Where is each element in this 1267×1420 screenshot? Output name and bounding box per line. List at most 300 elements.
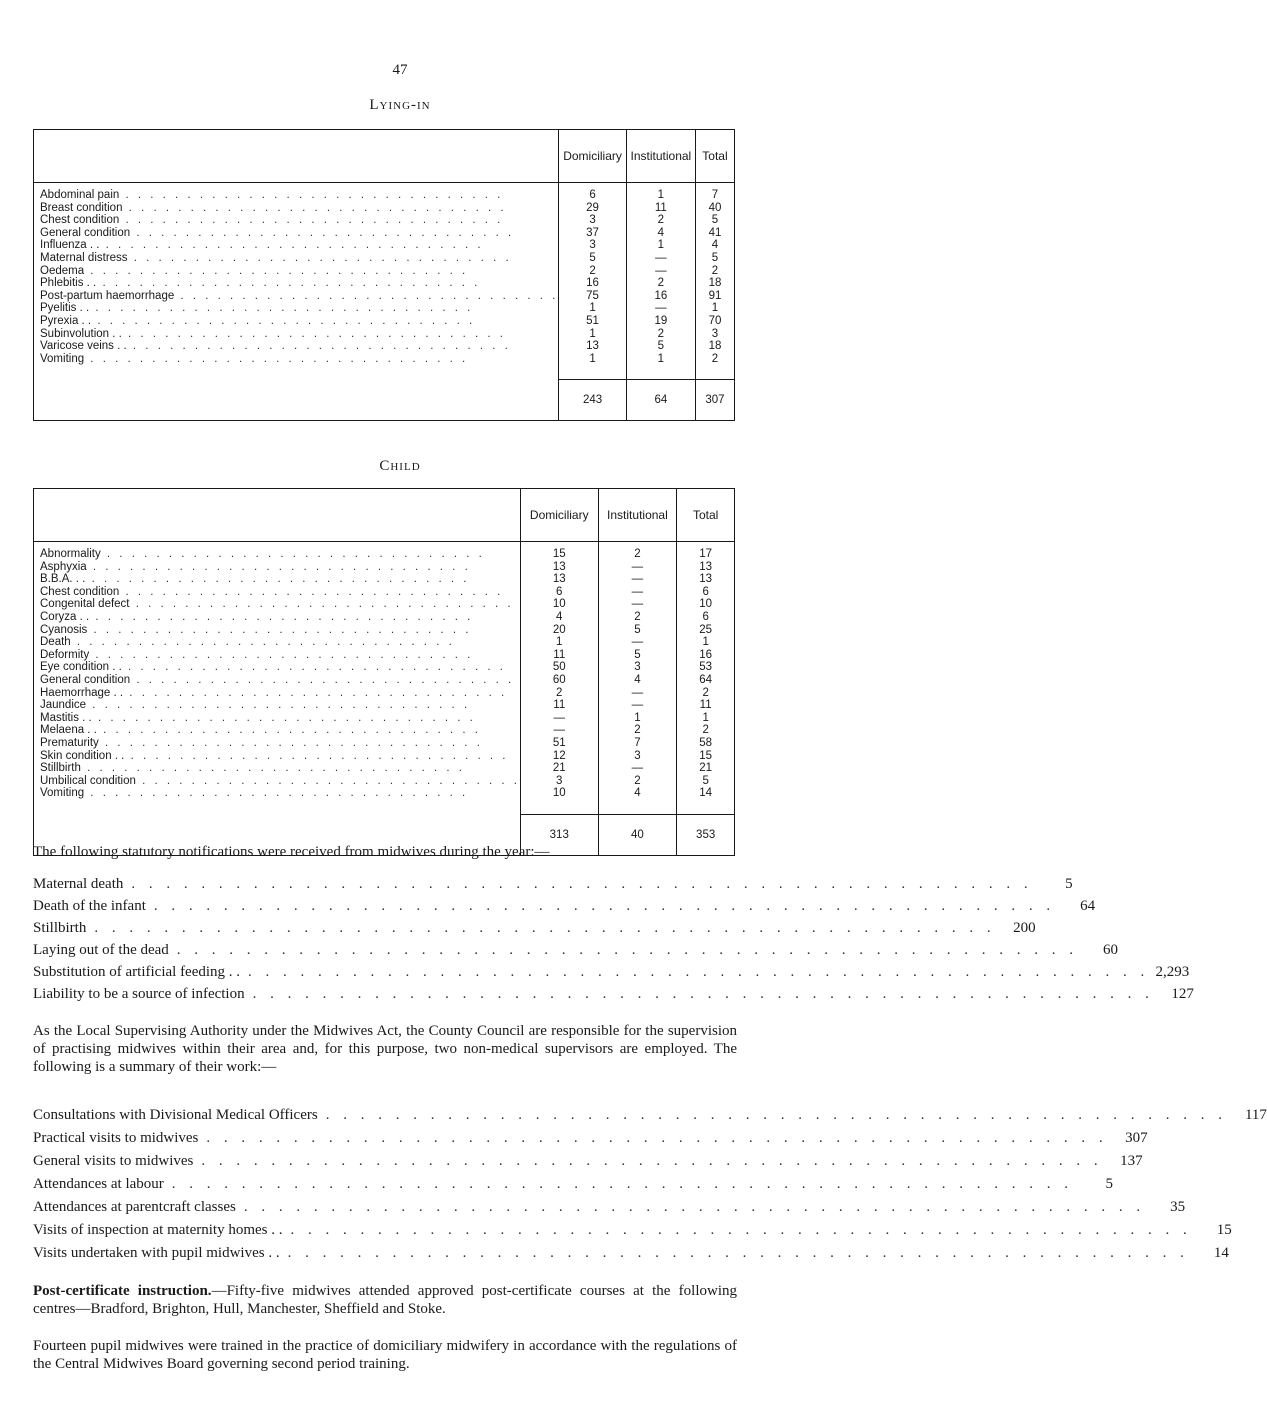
row-label: Congenital defect [40, 598, 130, 611]
row-dom-cell: 13 [520, 561, 598, 574]
dot-leader: . . . . . . . . . . . . . . . . . . . . . . . . . . . . . . . . . . . . . . . . . . . . . . . . . . . . [206, 1130, 1108, 1146]
totals-total-cell: 353 [677, 814, 735, 855]
row-label: Melaena . . [40, 724, 97, 737]
totals-inst-cell: 40 [598, 814, 677, 855]
row-dom-cell: 10 [520, 787, 598, 800]
row-label: Varicose veins . . [40, 340, 127, 353]
row-dom-cell: 20 [520, 624, 598, 637]
row-dom-cell: 5 [559, 252, 626, 265]
child-header-row [34, 489, 735, 542]
spacer-cell [520, 800, 598, 815]
row-label: Oedema [40, 264, 85, 277]
dot-leader: . . . . . . . . . . . . . . . . . . . . . . . . . . . . . . . [121, 327, 506, 340]
list-item [33, 1173, 1114, 1196]
row-total-cell: 17 [677, 542, 735, 561]
table-row [34, 353, 735, 366]
post-certificate-paragraph [33, 1282, 737, 1318]
dot-leader: . . . . . . . . . . . . . . . . . . . . . . . . . . . . . . . [86, 560, 471, 573]
row-dom-cell: 4 [520, 611, 598, 624]
table-row [34, 239, 735, 252]
list-item-label: Liability to be a source of infection [33, 986, 245, 1002]
totals-dom-cell: 243 [559, 380, 626, 421]
dot-leader: . . . . . . . . . . . . . . . . . . . . . . . . . . . . . . . . . . . . . . . . . . . . . . . . . . . . [153, 898, 1056, 914]
row-label: B.B.A. . . [40, 573, 86, 586]
row-inst-cell: 4 [598, 787, 677, 800]
dot-leader: . . . . . . . . . . . . . . . . . . . . . . . . . . . . . . . [130, 673, 515, 686]
list-item [33, 917, 1036, 939]
dot-leader: . . . . . . . . . . . . . . . . . . . . . . . . . . . . . . . . . . . . . . . . . . . . . . . . . . . . [290, 1222, 1192, 1238]
dot-leader: . . . . . . . . . . . . . . . . . . . . . . . . . . . . . . . [123, 686, 508, 699]
lying-in-body [34, 183, 735, 421]
row-label: Pyrexia . . [40, 314, 92, 327]
list-item-label: General visits to midwives [33, 1153, 194, 1169]
table-row [34, 252, 735, 265]
dot-leader: . . . . . . . . . . . . . . . . . . . . . . . . . . . . . . . [80, 762, 466, 775]
row-dom-cell: 15 [520, 542, 598, 561]
row-label-cell [34, 624, 521, 637]
dot-leader: . . . . . . . . . . . . . . . . . . . . . . . . . . . . . . . . . . . . . . . . . . . . . . . . . . . . [94, 920, 996, 936]
row-dom-cell: 3 [520, 775, 598, 788]
row-inst-cell: — [598, 699, 677, 712]
list-item [33, 1196, 1186, 1219]
dot-leader: . . . . . . . . . . . . . . . . . . . . . . . . . . . . . . . [98, 736, 483, 749]
row-label: Jaundice [40, 699, 87, 712]
dot-leader: . . . . . . . . . . . . . . . . . . . . . . . . . . . . . . . . . . . . . . . . . . . . . . . . . . . . [131, 876, 1033, 892]
table-row [34, 775, 735, 788]
row-dom-cell: 1 [520, 636, 598, 649]
spacer-cell [626, 365, 695, 380]
dot-leader: . . . . . . . . . . . . . . . . . . . . . . . . . . . . . . . [119, 189, 504, 201]
row-dom-cell: 6 [520, 586, 598, 599]
dot-leader: . . . . . . . . . . . . . . . . . . . . . . . . . . . . . . . [174, 289, 559, 302]
row-total-cell: 16 [677, 649, 735, 662]
row-dom-cell: 11 [520, 699, 598, 712]
spacer-cell [598, 800, 677, 815]
row-total-cell: 2 [677, 687, 735, 700]
row-dom-cell: 3 [559, 214, 626, 227]
row-dom-cell: 51 [559, 315, 626, 328]
row-total-cell: 91 [695, 290, 734, 303]
table-row [34, 265, 735, 278]
spacer-cell [34, 800, 521, 815]
row-inst-cell: 1 [598, 712, 677, 725]
row-inst-cell: — [626, 302, 695, 315]
row-label: Cyanosis [40, 623, 88, 636]
row-dom-cell: 12 [520, 750, 598, 763]
header-institutional: Institutional [626, 130, 695, 183]
row-inst-cell: — [598, 573, 677, 586]
row-inst-cell: 3 [598, 661, 677, 674]
row-total-cell: 15 [677, 750, 735, 763]
row-label-cell [34, 762, 521, 775]
list-item [33, 983, 1194, 1005]
child-title: Child [379, 458, 421, 474]
dot-leader: . . . . . . . . . . . . . . . . . . . . . . . . . . . . . . . [119, 585, 504, 598]
row-label-cell [34, 787, 521, 800]
spacer-cell [677, 800, 735, 815]
row-label: Umbilical condition [40, 774, 136, 787]
list-item [33, 1127, 1148, 1150]
dot-leader: . . . . . . . . . . . . . . . . . . . . . . . . . . . . . . . [87, 623, 472, 636]
list-item-value: 200 [1013, 920, 1036, 936]
row-label-cell [34, 265, 559, 278]
table-row [34, 737, 735, 750]
list-item [33, 1219, 1232, 1242]
table-row [34, 586, 735, 599]
row-label: Mastitis . . [40, 711, 92, 724]
row-inst-cell: 2 [626, 214, 695, 227]
row-label: Eye condition . . [40, 661, 122, 674]
row-inst-cell: 11 [626, 202, 695, 215]
list-item-value: 2,293 [1155, 964, 1190, 980]
table-row [34, 227, 735, 240]
header-blank [34, 130, 559, 183]
row-label: Deformity [40, 648, 90, 661]
header-domiciliary: Domiciliary [520, 489, 598, 542]
row-label: General condition [40, 673, 131, 686]
row-total-cell: 40 [695, 202, 734, 215]
row-total-cell: 53 [677, 661, 735, 674]
row-inst-cell: 2 [598, 542, 677, 561]
child-table [33, 488, 735, 856]
dot-leader: . . . . . . . . . . . . . . . . . . . . . . . . . . . . . . . [119, 214, 504, 227]
row-inst-cell: 4 [626, 227, 695, 240]
list-item-label: Attendances at labour [33, 1176, 164, 1192]
row-label: Chest condition [40, 585, 120, 598]
row-dom-cell: 2 [559, 265, 626, 278]
header-total: Total [677, 489, 735, 542]
row-total-cell: 70 [695, 315, 734, 328]
list-item [33, 873, 1073, 895]
row-total-cell: 11 [677, 699, 735, 712]
list-item [33, 939, 1119, 961]
list-item-label: Practical visits to midwives [33, 1130, 199, 1146]
row-dom-cell: 1 [559, 353, 626, 366]
row-total-cell: 6 [677, 586, 735, 599]
dot-leader: . . . . . . . . . . . . . . . . . . . . . . . . . . . . . . . [124, 749, 509, 762]
row-label-cell [34, 302, 559, 315]
dot-leader: . . . . . . . . . . . . . . . . . . . . . . . . . . . . . . . [100, 548, 485, 560]
dot-leader: . . . . . . . . . . . . . . . . . . . . . . . . . . . . . . . [89, 302, 474, 315]
lying-in-header-row [34, 130, 735, 183]
dot-leader: . . . . . . . . . . . . . . . . . . . . . . . . . . . . . . . . . . . . . . . . . . . . . . . . . . . . [243, 1199, 1146, 1215]
row-label-cell [34, 724, 521, 737]
header-blank [34, 489, 521, 542]
totals-row [34, 380, 735, 421]
table-row [34, 340, 735, 353]
row-label: Prematurity [40, 736, 99, 749]
row-total-cell: 58 [677, 737, 735, 750]
post-certificate-text: —Fifty-five midwives attended approved post-certificate courses at the following centres—Bradford, Brighton, Hull, Manchester, Sheffield and Stoke. [33, 1283, 737, 1317]
dot-leader: . . . . . . . . . . . . . . . . . . . . . . . . . . . . . . . [96, 724, 482, 737]
list-item-label: Visits undertaken with pupil midwives . . [33, 1245, 280, 1261]
row-label-cell [34, 649, 521, 662]
table-row [34, 787, 735, 800]
row-dom-cell: 3 [559, 239, 626, 252]
row-label: Abnormality [40, 548, 101, 560]
row-total-cell: 2 [695, 265, 734, 278]
dot-leader: . . . . . . . . . . . . . . . . . . . . . . . . . . . . . . . [127, 251, 512, 264]
list-item-label: Consultations with Divisional Medical Officers [33, 1107, 318, 1123]
dot-leader: . . . . . . . . . . . . . . . . . . . . . . . . . . . . . . . . . . . . . . . . . . . . . . . . . . . . [176, 942, 1079, 958]
row-inst-cell: 2 [626, 328, 695, 341]
table-row [34, 661, 735, 674]
lying-in-table [33, 129, 735, 421]
dot-leader: . . . . . . . . . . . . . . . . . . . . . . . . . . . . . . . [70, 636, 455, 649]
row-label-cell [34, 239, 559, 252]
header-domiciliary: Domiciliary [559, 130, 626, 183]
row-label-cell [34, 277, 559, 290]
row-label-cell [34, 542, 521, 561]
row-label-cell [34, 183, 559, 202]
row-inst-cell: — [598, 586, 677, 599]
row-label-cell [34, 227, 559, 240]
table-row [34, 542, 735, 561]
row-inst-cell: — [598, 598, 677, 611]
row-label-cell [34, 598, 521, 611]
row-label-cell [34, 661, 521, 674]
supervision-intro: As the Local Supervising Authority under the Midwives Act, the County Council are responsible for the supervision of practising midwives within their area and, for this purpose, two non-medical supervisors are employed. The following is a summary of their work:— [33, 1023, 737, 1075]
row-dom-cell: — [520, 724, 598, 737]
dot-leader: . . . . . . . . . . . . . . . . . . . . . . . . . . . . . . . [86, 699, 471, 712]
spacer-cell [559, 365, 626, 380]
row-dom-cell: — [520, 712, 598, 725]
row-inst-cell: 2 [598, 775, 677, 788]
row-dom-cell: 13 [520, 573, 598, 586]
table-row [34, 214, 735, 227]
row-inst-cell: — [598, 636, 677, 649]
dot-leader: . . . . . . . . . . . . . . . . . . . . . . . . . . . . . . . [130, 226, 515, 239]
row-label-cell [34, 340, 559, 353]
list-item [33, 961, 1190, 983]
dot-leader: . . . . . . . . . . . . . . . . . . . . . . . . . . . . . . . [89, 610, 474, 623]
row-label-cell [34, 214, 559, 227]
row-dom-cell: 6 [559, 183, 626, 202]
row-label: Coryza . . [40, 610, 90, 623]
row-inst-cell: — [626, 252, 695, 265]
table-row [34, 674, 735, 687]
list-item-value: 5 [1065, 876, 1073, 892]
row-inst-cell: 2 [598, 611, 677, 624]
table-row [34, 649, 735, 662]
list-item-value: 35 [1170, 1199, 1186, 1215]
dot-leader: . . . . . . . . . . . . . . . . . . . . . . . . . . . . . . . . . . . . . . . . . . . . . . . . . . . . [325, 1107, 1227, 1123]
spacer-cell [34, 365, 559, 380]
list-item-label: Substitution of artificial feeding . . [33, 964, 241, 980]
dot-leader: . . . . . . . . . . . . . . . . . . . . . . . . . . . . . . . [91, 711, 476, 724]
row-dom-cell: 37 [559, 227, 626, 240]
list-item-value: 14 [1213, 1245, 1229, 1261]
row-total-cell: 2 [677, 724, 735, 737]
list-item-value: 127 [1171, 986, 1194, 1002]
row-label: Asphyxia [40, 560, 87, 573]
row-label-cell [34, 561, 521, 574]
table-row [34, 611, 735, 624]
row-dom-cell: 60 [520, 674, 598, 687]
row-label-cell [34, 699, 521, 712]
row-inst-cell: 1 [626, 239, 695, 252]
row-label: Vomiting [40, 787, 85, 800]
row-inst-cell: 2 [598, 724, 677, 737]
list-item-value: 117 [1244, 1107, 1267, 1123]
row-dom-cell: 51 [520, 737, 598, 750]
table-row [34, 687, 735, 700]
dot-leader: . . . . . . . . . . . . . . . . . . . . . . . . . . . . . . . [99, 239, 484, 252]
row-total-cell: 18 [695, 277, 734, 290]
row-label: Abdominal pain [40, 189, 120, 201]
lying-in-title: Lying-in [369, 97, 431, 113]
list-item [33, 1104, 1267, 1127]
row-inst-cell: — [598, 687, 677, 700]
spacer-cell [695, 365, 734, 380]
dot-leader: . . . . . . . . . . . . . . . . . . . . . . . . . . . . . . . [122, 201, 507, 214]
list-item-label: Death of the infant [33, 898, 146, 914]
list-item-label: Visits of inspection at maternity homes . . [33, 1222, 283, 1238]
row-total-cell: 5 [695, 252, 734, 265]
row-label: Vomiting [40, 352, 85, 365]
row-label-cell [34, 674, 521, 687]
dot-leader: . . . . . . . . . . . . . . . . . . . . . . . . . . . . . . . [85, 573, 470, 586]
row-label: Breast condition [40, 201, 123, 214]
row-label-cell [34, 775, 521, 788]
dot-leader: . . . . . . . . . . . . . . . . . . . . . . . . . . . . . . . [84, 352, 469, 365]
row-label: Post-partum haemorrhage [40, 289, 175, 302]
row-label-cell [34, 611, 521, 624]
table-row [34, 315, 735, 328]
row-label-cell [34, 328, 559, 341]
table-row [34, 277, 735, 290]
row-label-cell [34, 573, 521, 586]
table-row [34, 624, 735, 637]
row-inst-cell: 5 [626, 340, 695, 353]
row-label-cell [34, 202, 559, 215]
row-total-cell: 41 [695, 227, 734, 240]
row-inst-cell: 19 [626, 315, 695, 328]
dot-leader: . . . . . . . . . . . . . . . . . . . . . . . . . . . . . . . [91, 314, 476, 327]
row-total-cell: 4 [695, 239, 734, 252]
row-total-cell: 1 [677, 712, 735, 725]
row-label: Influenza . . [40, 239, 100, 252]
totals-dom-cell: 313 [520, 814, 598, 855]
dot-leader: . . . . . . . . . . . . . . . . . . . . . . . . . . . . . . . [135, 774, 520, 787]
row-total-cell: 13 [677, 573, 735, 586]
row-dom-cell: 13 [559, 340, 626, 353]
row-label: General condition [40, 226, 131, 239]
row-total-cell: 1 [695, 302, 734, 315]
row-total-cell: 6 [677, 611, 735, 624]
dot-leader: . . . . . . . . . . . . . . . . . . . . . . . . . . . . . . . [121, 661, 506, 674]
table-row [34, 636, 735, 649]
row-inst-cell: 2 [626, 277, 695, 290]
table-row [34, 561, 735, 574]
table-row [34, 290, 735, 303]
list-item-label: Maternal death [33, 876, 124, 892]
row-dom-cell: 2 [520, 687, 598, 700]
dot-leader: . . . . . . . . . . . . . . . . . . . . . . . . . . . . . . . . . . . . . . . . . . . . . . . . . . . . [248, 964, 1150, 980]
list-item [33, 1242, 1229, 1265]
dot-leader: . . . . . . . . . . . . . . . . . . . . . . . . . . . . . . . [89, 648, 474, 661]
row-label-cell [34, 750, 521, 763]
row-dom-cell: 29 [559, 202, 626, 215]
row-dom-cell: 50 [520, 661, 598, 674]
row-total-cell: 2 [695, 353, 734, 366]
header-total: Total [695, 130, 734, 183]
row-inst-cell: 5 [598, 624, 677, 637]
list-item-value: 137 [1120, 1153, 1143, 1169]
list-item-value: 60 [1103, 942, 1119, 958]
dot-leader: . . . . . . . . . . . . . . . . . . . . . . . . . . . . . . . . . . . . . . . . . . . . . . . . . . . . [201, 1153, 1103, 1169]
row-label: Subinvolution . . [40, 327, 122, 340]
row-inst-cell: 16 [626, 290, 695, 303]
row-total-cell: 14 [677, 787, 735, 800]
row-label-cell [34, 586, 521, 599]
row-label-cell [34, 687, 521, 700]
row-inst-cell: 1 [626, 183, 695, 202]
row-inst-cell: — [598, 561, 677, 574]
row-label-cell [34, 737, 521, 750]
row-label: Maternal distress [40, 251, 128, 264]
totals-label-cell [34, 380, 559, 421]
row-inst-cell: 7 [598, 737, 677, 750]
list-item-value: 5 [1105, 1176, 1114, 1192]
list-item [33, 895, 1096, 917]
row-total-cell: 21 [677, 762, 735, 775]
row-label: Chest condition [40, 214, 120, 227]
table-row [34, 712, 735, 725]
table-row [34, 573, 735, 586]
row-inst-cell: 4 [598, 674, 677, 687]
pupil-midwives-paragraph: Fourteen pupil midwives were trained in the practice of domiciliary midwifery in accordance with the regulations of the Central Midwives Board governing second period training. [33, 1338, 737, 1372]
dot-leader: . . . . . . . . . . . . . . . . . . . . . . . . . . . . . . . . . . . . . . . . . . . . . . . . . . . . [252, 986, 1154, 1002]
row-total-cell: 10 [677, 598, 735, 611]
list-item-label: Stillbirth [33, 920, 87, 936]
row-label: Pyelitis . . [40, 302, 90, 315]
row-inst-cell: 3 [598, 750, 677, 763]
list-item-value: 64 [1080, 898, 1096, 914]
totals-total-cell: 307 [695, 380, 734, 421]
supervision-list [33, 1104, 1267, 1265]
row-label-cell [34, 290, 559, 303]
row-total-cell: 7 [695, 183, 734, 202]
totals-inst-cell: 64 [626, 380, 695, 421]
row-label-cell [34, 315, 559, 328]
spacer-row [34, 800, 735, 815]
row-label-cell [34, 712, 521, 725]
list-item [33, 1150, 1143, 1173]
row-inst-cell: — [626, 265, 695, 278]
row-label: Death [40, 636, 71, 649]
child-body [34, 542, 735, 856]
row-dom-cell: 75 [559, 290, 626, 303]
row-label-cell [34, 353, 559, 366]
row-total-cell: 18 [695, 340, 734, 353]
table-row [34, 202, 735, 215]
notifications-list [33, 873, 1194, 1005]
table-row [34, 699, 735, 712]
row-inst-cell: — [598, 762, 677, 775]
row-dom-cell: 21 [520, 762, 598, 775]
row-total-cell: 5 [677, 775, 735, 788]
table-row [34, 750, 735, 763]
row-label-cell [34, 636, 521, 649]
row-total-cell: 1 [677, 636, 735, 649]
table-row [34, 328, 735, 341]
row-label: Skin condition . . [40, 749, 125, 762]
row-total-cell: 5 [695, 214, 734, 227]
row-inst-cell: 1 [626, 353, 695, 366]
page-number: 47 [392, 62, 408, 78]
dot-leader: . . . . . . . . . . . . . . . . . . . . . . . . . . . . . . . [96, 277, 481, 290]
